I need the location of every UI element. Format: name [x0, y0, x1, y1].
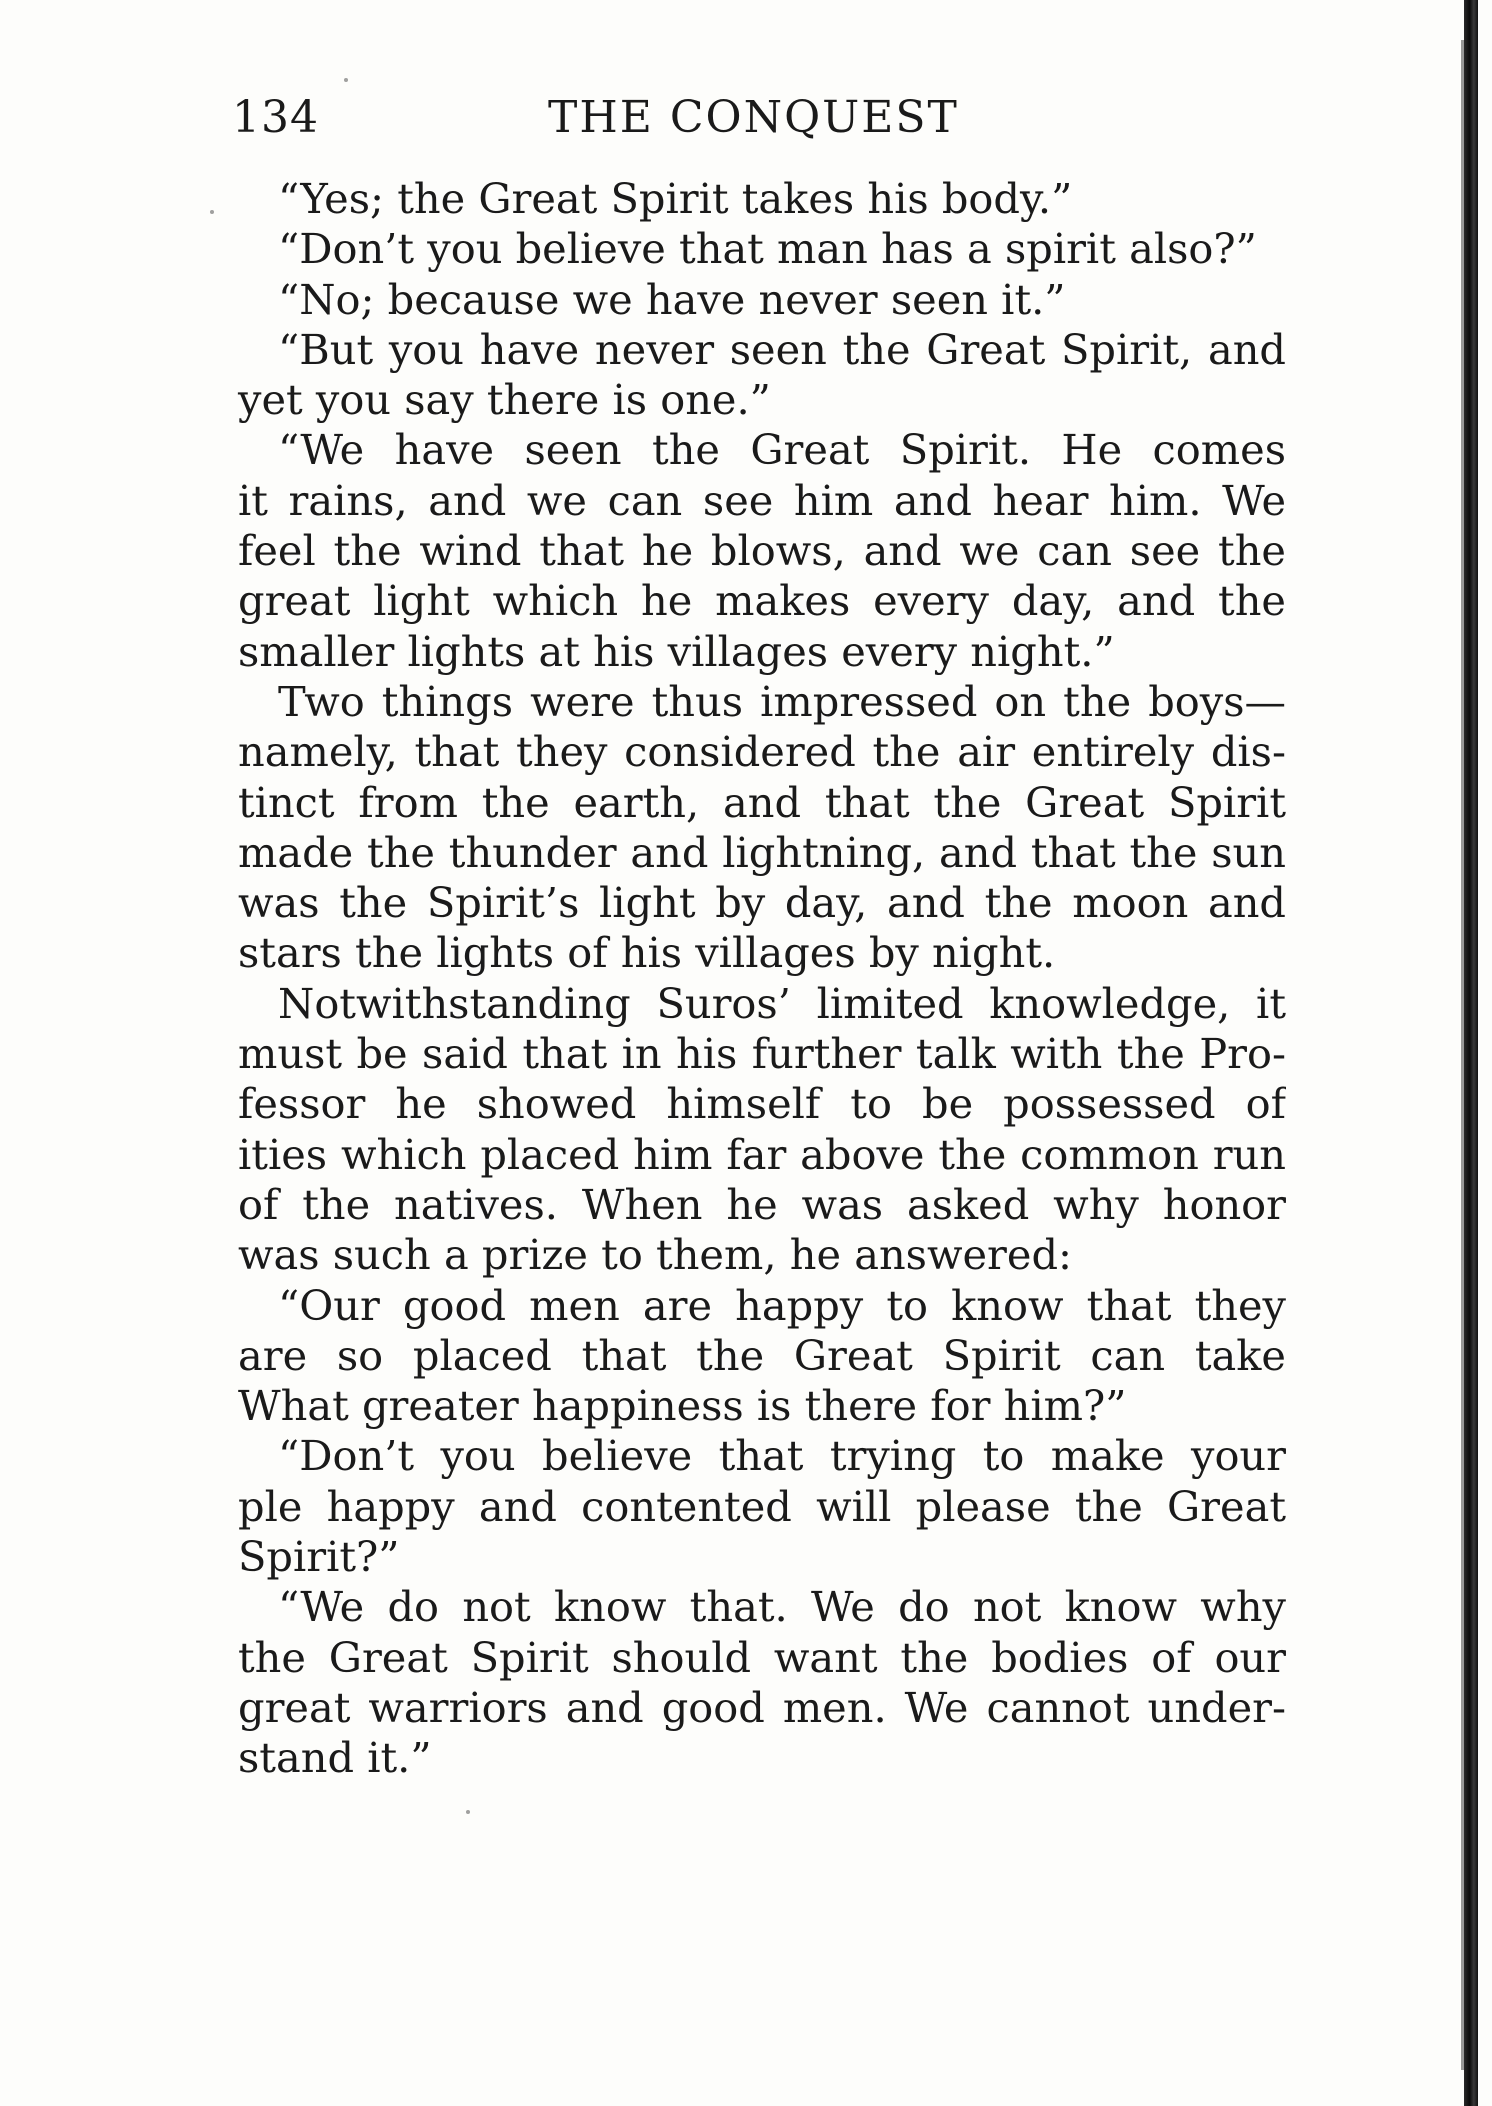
text-line: it rains, and we can see him and hear him. We [238, 475, 1286, 525]
page-number: 134 [232, 92, 319, 143]
text-line: “We do not know that. We do not know why [278, 1582, 1286, 1632]
text-line: feel the wind that he blows, and we can see the [238, 526, 1286, 576]
text-line: “Our good men are happy to know that they [278, 1280, 1286, 1330]
text-line: stand it.” [238, 1733, 432, 1783]
text-line: “Yes; the Great Spirit takes his body.” [278, 174, 1073, 223]
text-line: of the natives. When he was asked why honor [238, 1179, 1286, 1229]
text-line: tinct from the earth, and that the Great Spirit [238, 777, 1286, 827]
print-speck [210, 210, 214, 214]
text-line: fessor he showed himself to be possessed of [238, 1079, 1286, 1129]
text-line: the Great Spirit should want the bodies of our [238, 1632, 1286, 1682]
text-line: Notwithstanding Suros’ limited knowledge, it [278, 978, 1286, 1028]
text-line: “We have seen the Great Spirit. He comes [278, 425, 1286, 475]
text-line: are so placed that the Great Spirit can take [238, 1330, 1286, 1380]
text-line: stars the lights of his villages by night. [238, 928, 1056, 978]
text-line: made the thunder and lightning, and that the sun [238, 827, 1286, 877]
text-line: yet you say there is one.” [238, 375, 771, 425]
text-line: great warriors and good men. We cannot under- [238, 1682, 1286, 1732]
text-line: was such a prize to them, he answered: [238, 1230, 1072, 1280]
text-line: “But you have never seen the Great Spirit, and [278, 324, 1286, 374]
print-speck [466, 1810, 470, 1814]
text-line: ple happy and contented will please the Great [238, 1481, 1286, 1531]
text-line: What greater happiness is there for him?” [238, 1381, 1127, 1431]
page-edge-line [1461, 40, 1464, 2070]
text-line: namely, that they considered the air entirely dis- [238, 727, 1286, 777]
text-line: must be said that in his further talk with the Pro- [238, 1029, 1286, 1079]
text-line: great light which he makes every day, and the [238, 576, 1286, 626]
running-title: THE CONQUEST [548, 92, 959, 143]
text-line: “Don’t you believe that trying to make your [278, 1431, 1286, 1481]
text-line: Two things were thus impressed on the boys— [278, 676, 1286, 726]
text-line: Spirit?” [238, 1532, 400, 1582]
body-text [238, 174, 1286, 1784]
text-line: was the Spirit’s light by day, and the moon and [238, 878, 1286, 928]
text-line: ities which placed him far above the common run [238, 1129, 1286, 1179]
text-line: “No; because we have never seen it.” [278, 274, 1066, 324]
page-edge-shadow [1464, 0, 1478, 2106]
text-line: smaller lights at his villages every night.” [238, 626, 1115, 676]
text-line: “Don’t you believe that man has a spirit also?” [278, 224, 1257, 274]
running-head [232, 92, 1292, 152]
print-speck [344, 78, 348, 82]
